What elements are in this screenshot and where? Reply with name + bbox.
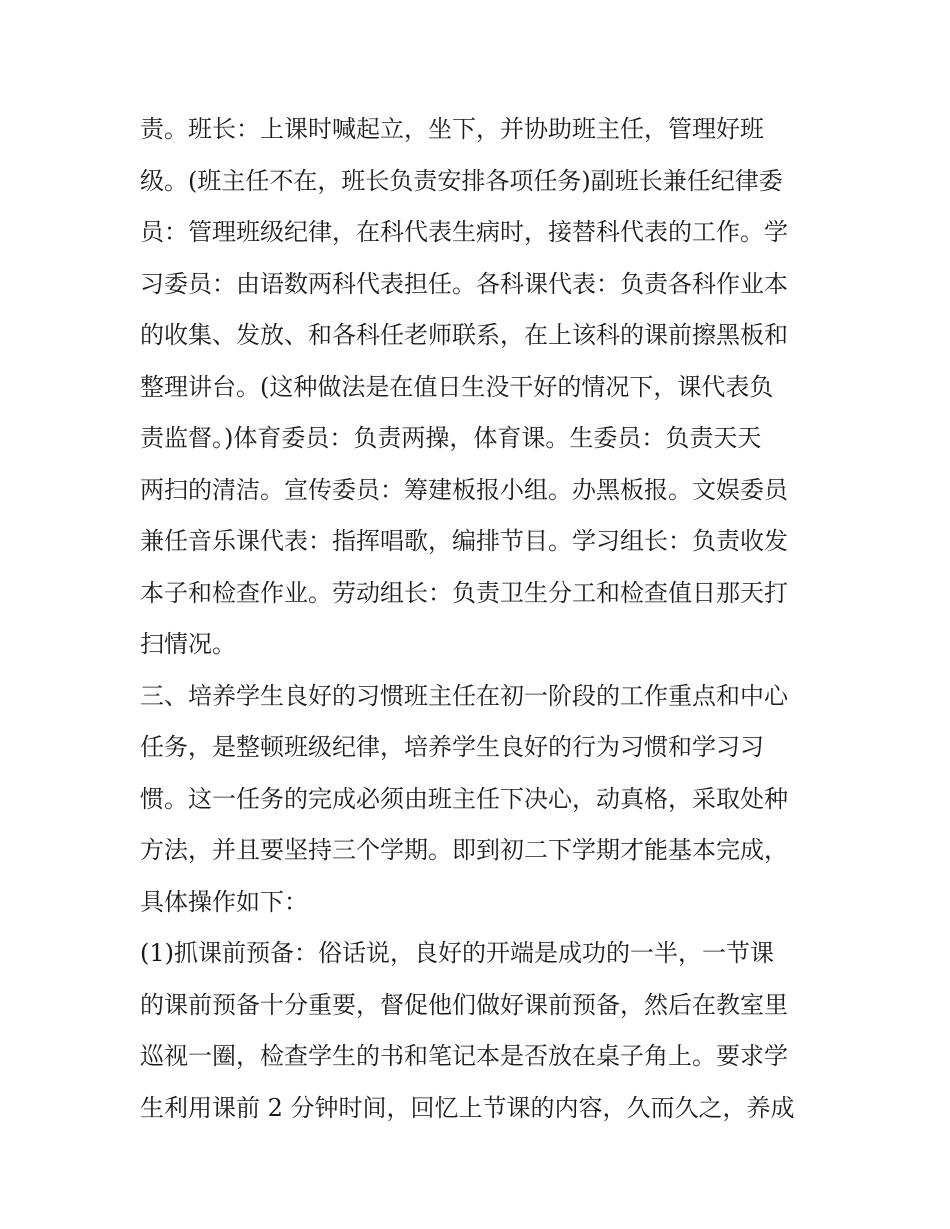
text-line: 方法，并且要坚持三个学期。即到初二下学期才能基本完成， xyxy=(140,836,788,864)
text-line: 生利用课前 2 分钟时间，回忆上节课的内容，久而久之，养成 xyxy=(140,1093,795,1122)
list-item-line: (1)抓课前预备：俗话说，良好的开端是成功的一半，一节课 xyxy=(140,939,774,967)
text-line: 具体操作如下： xyxy=(140,887,308,916)
text-line: 责监督。)体育委员：负责两操，体育课。生委员：负责天天 xyxy=(140,424,762,452)
text-line: 两扫的清洁。宣传委员：筹建板报小组。办黑板报。文娱委员 xyxy=(140,475,788,504)
text-line: 任务，是整顿班级纪律，培养学生良好的行为习惯和学习习 xyxy=(140,733,764,761)
text-line: 扫情况。 xyxy=(140,630,236,658)
text-line: 的收集、发放、和各科任老师联系，在上该科的课前擦黑板和 xyxy=(140,321,788,349)
text-line: 本子和检查作业。劳动组长：负责卫生分工和检查值日那天打 xyxy=(140,578,788,607)
text-line: 巡视一圈，检查学生的书和笔记本是否放在桌子角上。要求学 xyxy=(140,1042,788,1070)
text-line: 级。(班主任不在，班长负责安排各项任务)副班长兼任纪律委 xyxy=(140,166,783,195)
text-line: 的课前预备十分重要，督促他们做好课前预备，然后在教室里 xyxy=(140,990,788,1019)
text-line: 兼任音乐课代表：指挥唱歌，编排节目。学习组长：负责收发 xyxy=(140,527,788,555)
text-line: 责。班长：上课时喊起立，坐下，并协助班主任，管理好班 xyxy=(140,115,764,143)
text-line: 习委员：由语数两科代表担任。各科课代表：负责各科作业本 xyxy=(140,269,788,298)
text-line: 员：管理班级纪律，在科代表生病时，接替科代表的工作。学 xyxy=(140,218,788,246)
text-line: 整理讲台。(这种做法是在值日生没干好的情况下，课代表负 xyxy=(140,372,774,401)
body-text xyxy=(140,104,820,1134)
section-heading-line: 三、培养学生良好的习惯班主任在初一阶段的工作重点和中心 xyxy=(140,681,788,710)
text-line: 惯。这一任务的完成必须由班主任下决心，动真格，采取处种 xyxy=(140,784,788,813)
